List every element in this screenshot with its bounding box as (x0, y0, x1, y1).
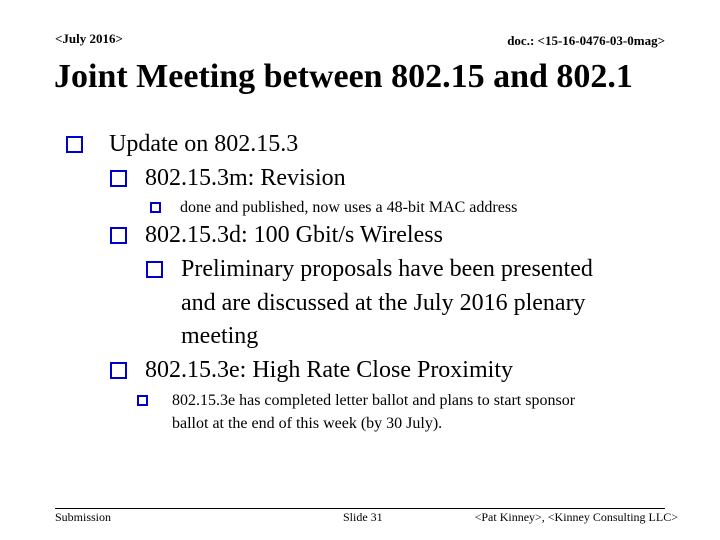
bullet-text-continuation: and are discussed at the July 2016 plenary (181, 290, 586, 316)
bullet-text-continuation: meeting (181, 323, 259, 349)
list-item (137, 392, 575, 410)
square-bullet-icon (146, 261, 163, 278)
header-date: <July 2016> (55, 31, 123, 46)
bullet-text: done and published, now uses a 48-bit MAC address (180, 199, 518, 216)
square-bullet-icon (150, 202, 161, 213)
bullet-text: 802.15.3d: 100 Gbit/s Wireless (145, 222, 443, 248)
bullet-text: 802.15.3e: High Rate Close Proximity (145, 357, 513, 383)
bullet-text: 802.15.3m: Revision (145, 165, 346, 191)
bullet-text: 802.15.3e has completed letter ballot and plans to start sponsor (172, 392, 576, 409)
footer-submission: Submission (55, 510, 112, 524)
slide-number: Slide 31 (343, 510, 383, 524)
square-bullet-icon (110, 170, 127, 187)
footer-divider (55, 508, 665, 509)
bullet-text: Preliminary proposals have been presented (181, 256, 593, 282)
footer-author: <Pat Kinney>, <Kinney Consulting LLC> (474, 510, 678, 524)
slide-title: Joint Meeting between 802.15 and 802.1 (54, 58, 633, 95)
list-item (66, 131, 298, 158)
square-bullet-icon (137, 395, 148, 406)
list-item (110, 357, 513, 384)
bullet-text: Update on 802.15.3 (109, 131, 299, 157)
list-item (110, 222, 443, 249)
bullet-text-continuation: ballot at the end of this week (by 30 July). (172, 415, 443, 432)
square-bullet-icon (110, 227, 127, 244)
list-item (146, 256, 593, 283)
square-bullet-icon (110, 362, 127, 379)
list-item (150, 199, 517, 217)
square-bullet-icon (66, 136, 83, 153)
list-item (110, 165, 346, 192)
header-doc-id: doc.: <15-16-0476-03-0mag> (507, 33, 665, 48)
